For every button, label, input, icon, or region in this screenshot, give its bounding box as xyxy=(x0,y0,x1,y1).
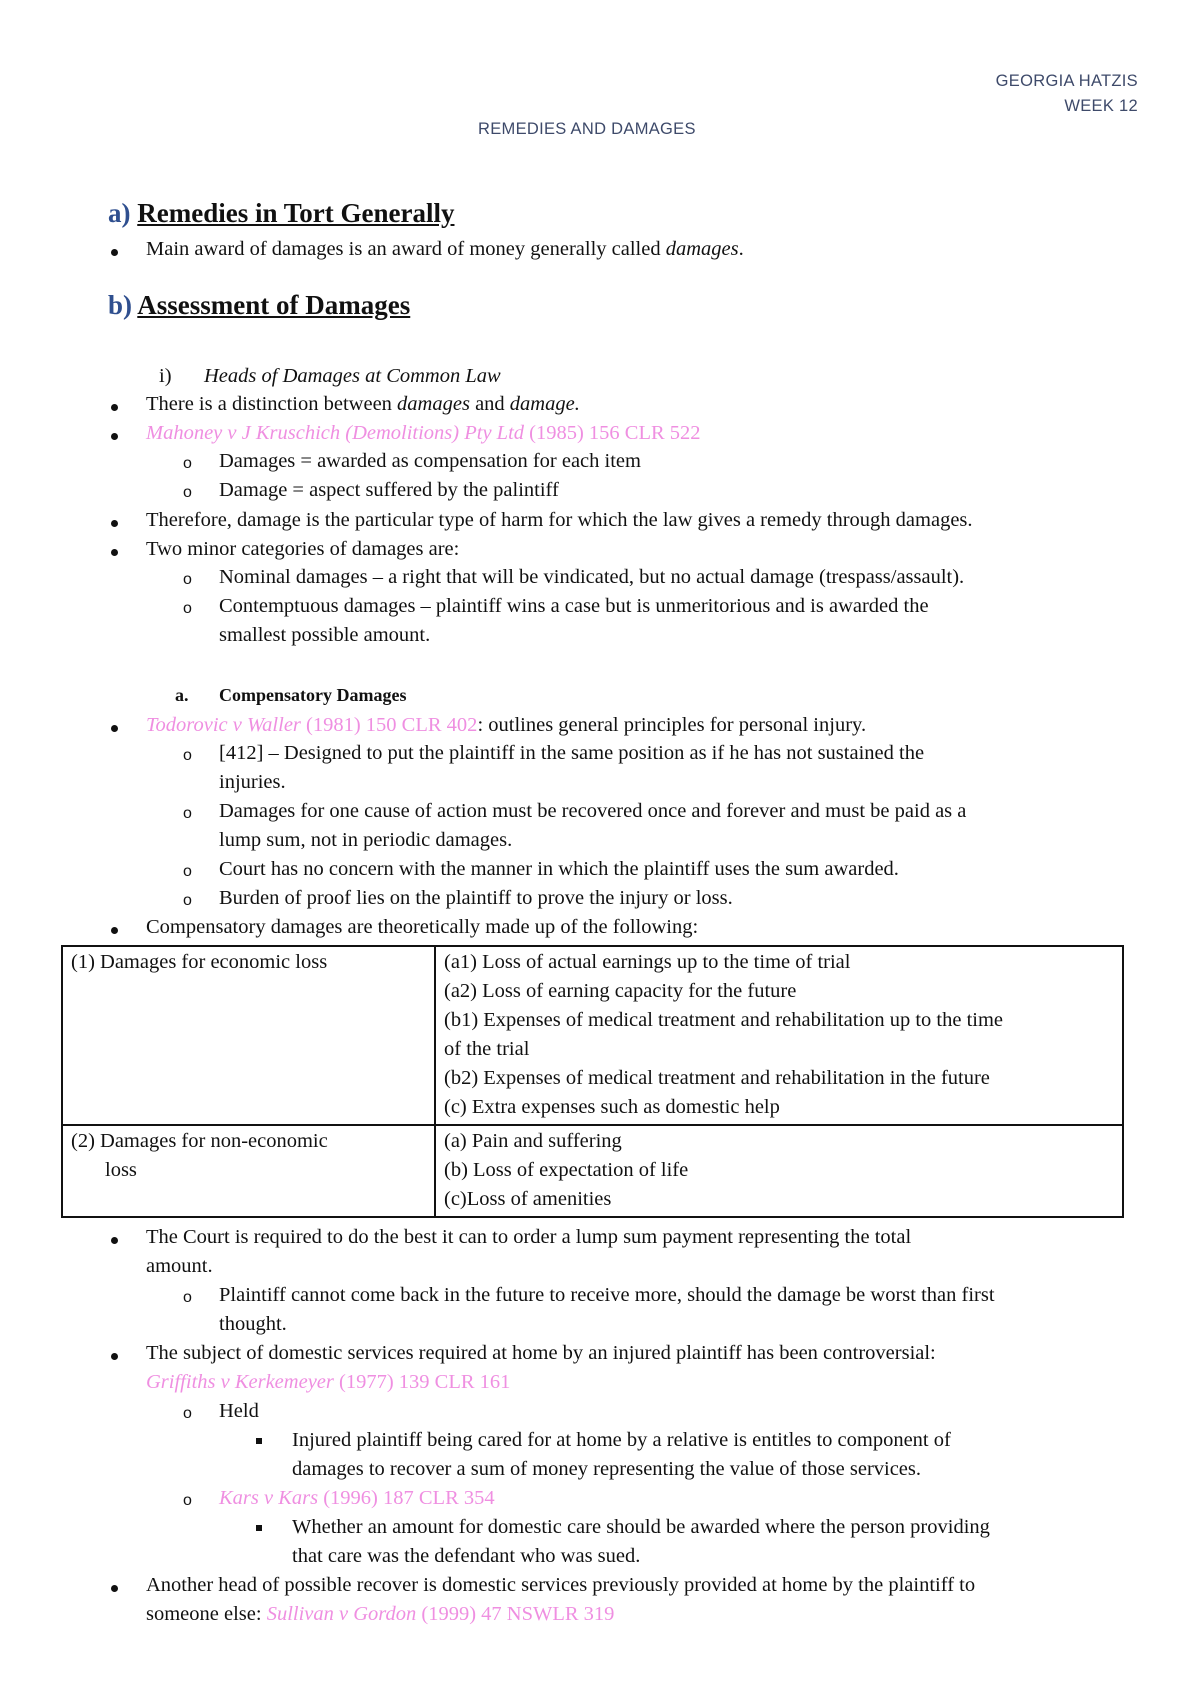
week-label: WEEK 12 xyxy=(1064,97,1138,115)
section-b-heading xyxy=(108,290,410,321)
non-economic-loss-items xyxy=(435,1125,1123,1217)
another-head-line-1: Another head of possible recover is domestic services previously provided at home by the plaintiff to xyxy=(146,1574,976,1596)
list-item: (c)Loss of amenities xyxy=(444,1188,612,1210)
bullet-icon xyxy=(111,404,118,411)
subsection-i-marker: i) xyxy=(159,365,172,387)
domestic-services-bullet: The subject of domestic services required at home by an injured plaintiff has been controversial: xyxy=(146,1342,936,1364)
lump-sum-sub-line-1: Plaintiff cannot come back in the future to receive more, should the damage be worst than first xyxy=(219,1284,995,1306)
table-row xyxy=(62,1125,1123,1217)
bullet-icon xyxy=(111,1353,118,1360)
square-bullet-icon xyxy=(256,1438,262,1444)
author-name: GEORGIA HATZIS xyxy=(995,72,1138,90)
section-a-letter: a) xyxy=(108,198,131,228)
subsection-a-title: Compensatory Damages xyxy=(219,685,407,705)
bullet-todorovic: Todorovic v Waller (1981) 150 CLR 402: outlines general principles for personal injury. xyxy=(146,714,867,736)
list-item: (a2) Loss of earning capacity for the future xyxy=(444,980,797,1002)
lump-sum-line-1: The Court is required to do the best it can to order a lump sum payment representing the total xyxy=(146,1226,912,1248)
griffiths-held-label: Held xyxy=(219,1400,259,1422)
circle-bullet-icon: o xyxy=(183,863,192,880)
bullet-compensatory-list: Compensatory damages are theoretically made up of the following: xyxy=(146,916,699,938)
bullet-distinction: There is a distinction between damages and damage. xyxy=(146,393,580,415)
section-a-title: Remedies in Tort Generally xyxy=(137,198,455,228)
kars-line-2: that care was the defendant who was sued. xyxy=(292,1545,641,1567)
bullet-icon xyxy=(111,549,118,556)
damages-table xyxy=(61,945,1124,1218)
circle-bullet-icon: o xyxy=(183,455,192,472)
circle-bullet-icon: o xyxy=(183,892,192,909)
bullet-minor-categories: Two minor categories of damages are: xyxy=(146,538,460,560)
list-item: (b1) Expenses of medical treatment and rehabilitation up to the time xyxy=(444,1009,1004,1031)
non-economic-loss-head: (2) Damages for non-economic loss xyxy=(62,1125,435,1217)
list-item: of the trial xyxy=(444,1038,530,1060)
list-item: (c) Extra expenses such as domestic help xyxy=(444,1096,780,1118)
bullet-icon xyxy=(111,725,118,732)
section-a-heading xyxy=(108,198,454,229)
section-b-title: Assessment of Damages xyxy=(137,290,411,320)
todorovic-sub-1-line-1: [412] – Designed to put the plaintiff in the same position as if he has not sustained the xyxy=(219,742,925,764)
square-bullet-icon xyxy=(256,1525,262,1531)
todorovic-sub-4: Burden of proof lies on the plaintiff to prove the injury or loss. xyxy=(219,887,733,909)
circle-bullet-icon: o xyxy=(183,600,192,617)
todorovic-sub-1-line-2: injuries. xyxy=(219,771,286,793)
mahoney-sub-1: Damages = awarded as compensation for each item xyxy=(219,450,641,472)
contemptuous-damages-line-1: Contemptuous damages – plaintiff wins a case but is unmeritorious and is awarded the xyxy=(219,595,929,617)
bullet-icon xyxy=(111,249,118,256)
lump-sum-line-2: amount. xyxy=(146,1255,213,1277)
document-title: REMEDIES AND DAMAGES xyxy=(478,120,696,138)
griffiths-held-line-1: Injured plaintiff being cared for at home by a relative is entitles to component of xyxy=(292,1429,951,1451)
circle-bullet-icon: o xyxy=(183,1289,192,1306)
case-sullivan-link[interactable]: Sullivan v Gordon (1999) 47 NSWLR 319 xyxy=(266,1603,615,1625)
todorovic-sub-2-line-1: Damages for one cause of action must be recovered once and forever and must be paid as a xyxy=(219,800,967,822)
circle-bullet-icon: o xyxy=(183,571,192,588)
nominal-damages-item: Nominal damages – a right that will be vindicated, but no actual damage (trespass/assault). xyxy=(219,566,965,588)
bullet-therefore: Therefore, damage is the particular type of harm for which the law gives a remedy through damages. xyxy=(146,509,973,531)
table-row xyxy=(62,946,1123,1125)
circle-bullet-icon: o xyxy=(183,747,192,764)
list-item: (a) Pain and suffering xyxy=(444,1130,622,1152)
mahoney-sub-2: Damage = aspect suffered by the palintiff xyxy=(219,479,559,501)
lump-sum-sub-line-2: thought. xyxy=(219,1313,287,1335)
bullet-icon xyxy=(111,927,118,934)
list-item: (a1) Loss of actual earnings up to the time of trial xyxy=(444,951,851,973)
case-kars-link[interactable]: Kars v Kars (1996) 187 CLR 354 xyxy=(219,1487,495,1509)
circle-bullet-icon: o xyxy=(183,1492,192,1509)
list-item: (b) Loss of expectation of life xyxy=(444,1159,689,1181)
contemptuous-damages-line-2: smallest possible amount. xyxy=(219,624,431,646)
list-item: (b2) Expenses of medical treatment and rehabilitation in the future xyxy=(444,1067,990,1089)
kars-line-1: Whether an amount for domestic care should be awarded where the person providing xyxy=(292,1516,990,1538)
bullet-icon xyxy=(111,1237,118,1244)
subsection-a-marker: a. xyxy=(175,685,189,705)
circle-bullet-icon: o xyxy=(183,484,192,501)
subsection-i-title: Heads of Damages at Common Law xyxy=(204,365,501,387)
todorovic-sub-2-line-2: lump sum, not in periodic damages. xyxy=(219,829,513,851)
bullet-icon xyxy=(111,520,118,527)
section-a-bullet-1: Main award of damages is an award of money generally called damages. xyxy=(146,238,744,260)
griffiths-held-line-2: damages to recover a sum of money representing the value of those services. xyxy=(292,1458,922,1480)
circle-bullet-icon: o xyxy=(183,805,192,822)
economic-loss-items xyxy=(435,946,1123,1125)
todorovic-sub-3: Court has no concern with the manner in which the plaintiff uses the sum awarded. xyxy=(219,858,899,880)
case-griffiths-link[interactable]: Griffiths v Kerkemeyer (1977) 139 CLR 161 xyxy=(146,1371,511,1393)
another-head-line-2: someone else: Sullivan v Gordon (1999) 47 NSWLR 319 xyxy=(146,1603,615,1625)
economic-loss-head: (1) Damages for economic loss xyxy=(62,946,435,1125)
case-todorovic-link[interactable]: Todorovic v Waller (1981) 150 CLR 402 xyxy=(146,714,478,736)
section-b-letter: b) xyxy=(108,290,133,320)
bullet-icon xyxy=(111,1585,118,1592)
case-mahoney-link[interactable]: Mahoney v J Kruschich (Demolitions) Pty Ltd (1985) 156 CLR 522 xyxy=(146,422,701,444)
circle-bullet-icon: o xyxy=(183,1405,192,1422)
bullet-icon xyxy=(111,433,118,440)
